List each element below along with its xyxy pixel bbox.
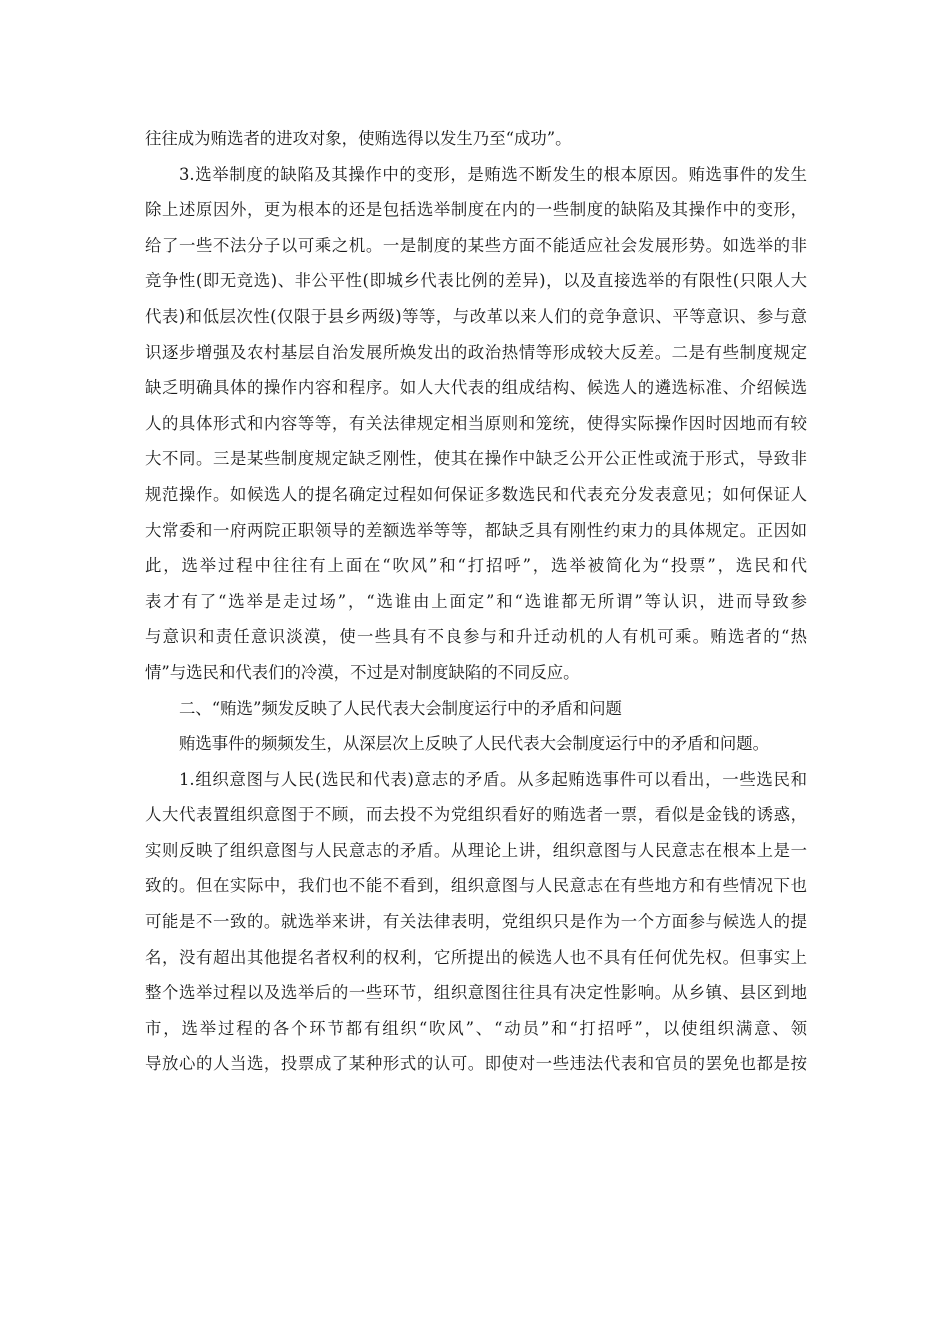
paragraph-line: 市，选举过程的各个环节都有组织“吹风”、“动员”和“打招呼”，以使组织满意、领 <box>145 1018 807 1038</box>
paragraph-line: 表才有了“选举是走过场”，“选谁由上面定”和“选谁都无所谓”等认识，进而导致参 <box>145 591 807 611</box>
paragraph-line: 整个选举过程以及选举后的一些环节，组织意图往往具有决定性影响。从乡镇、县区到地 <box>145 983 807 1003</box>
paragraph-line: 给了一些不法分子以可乘之机。一是制度的某些方面不能适应社会发展形势。如选举的非 <box>145 235 807 255</box>
paragraph-line: 实则反映了组织意图与人民意志的矛盾。从理论上讲，组织意图与人民意志在根本上是一 <box>145 840 807 860</box>
section-heading: 二、“贿选”频发反映了人民代表大会制度运行中的矛盾和问题 <box>179 698 622 718</box>
paragraph-line: 致的。但在实际中，我们也不能不看到，组织意图与人民意志在有些地方和有些情况下也 <box>145 876 807 896</box>
paragraph-line: 1.组织意图与人民(选民和代表)意志的矛盾。从多起贿选事件可以看出，一些选民和 <box>179 769 807 789</box>
paragraph-line: 竞争性(即无竞选)、非公平性(即城乡代表比例的差异)，以及直接选举的有限性(只限人大 <box>145 271 807 291</box>
body-text <box>145 121 807 1082</box>
paragraph-line: 名，没有超出其他提名者权利的权利，它所提出的候选人也不具有任何优先权。但事实上 <box>145 947 807 967</box>
paragraph-line: 往往成为贿选者的进攻对象，使贿选得以发生乃至“成功”。 <box>145 129 572 148</box>
paragraph-line: 情”与选民和代表们的冷漠，不过是对制度缺陷的不同反应。 <box>145 662 580 682</box>
paragraph-line: 贿选事件的频频发生，从深层次上反映了人民代表大会制度运行中的矛盾和问题。 <box>179 734 770 754</box>
paragraph-line: 规范操作。如候选人的提名确定过程如何保证多数选民和代表充分发表意见；如何保证人 <box>145 484 807 504</box>
paragraph-line: 人的具体形式和内容等等，有关法律规定相当原则和笼统，使得实际操作因时因地而有较 <box>145 413 807 433</box>
paragraph-line: 代表)和低层次性(仅限于县乡两级)等等，与改革以来人们的竞争意识、平等意识、参与意 <box>145 306 807 326</box>
paragraph-line: 导放心的人当选，投票成了某种形式的认可。即使对一些违法代表和官员的罢免也都是按 <box>145 1054 807 1074</box>
paragraph-line: 大常委和一府两院正职领导的差额选举等等，都缺乏具有刚性约束力的具体规定。正因如 <box>145 520 807 540</box>
paragraph-line: 缺乏明确具体的操作内容和程序。如人大代表的组成结构、候选人的遴选标准、介绍候选 <box>145 378 807 398</box>
paragraph-line: 此，选举过程中往往有上面在“吹风”和“打招呼”，选举被简化为“投票”，选民和代 <box>145 556 807 576</box>
paragraph-line: 3.选举制度的缺陷及其操作中的变形，是贿选不断发生的根本原因。贿选事件的发生 <box>179 164 807 184</box>
paragraph-line: 可能是不一致的。就选举来讲，有关法律表明，党组织只是作为一个方面参与候选人的提 <box>145 912 807 932</box>
paragraph-line: 除上述原因外，更为根本的还是包括选举制度在内的一些制度的缺陷及其操作中的变形， <box>145 200 807 220</box>
paragraph-line: 识逐步增强及农村基层自治发展所焕发出的政治热情等形成较大反差。二是有些制度规定 <box>145 342 807 362</box>
paragraph-line: 大不同。三是某些制度规定缺乏刚性，使其在操作中缺乏公开公正性或流于形式，导致非 <box>145 449 807 469</box>
paragraph-line: 与意识和责任意识淡漠，使一些具有不良参与和升迁动机的人有机可乘。贿选者的“热 <box>145 627 807 647</box>
paragraph-line: 人大代表置组织意图于不顾，而去投不为党组织看好的贿选者一票，看似是金钱的诱惑， <box>145 805 807 825</box>
